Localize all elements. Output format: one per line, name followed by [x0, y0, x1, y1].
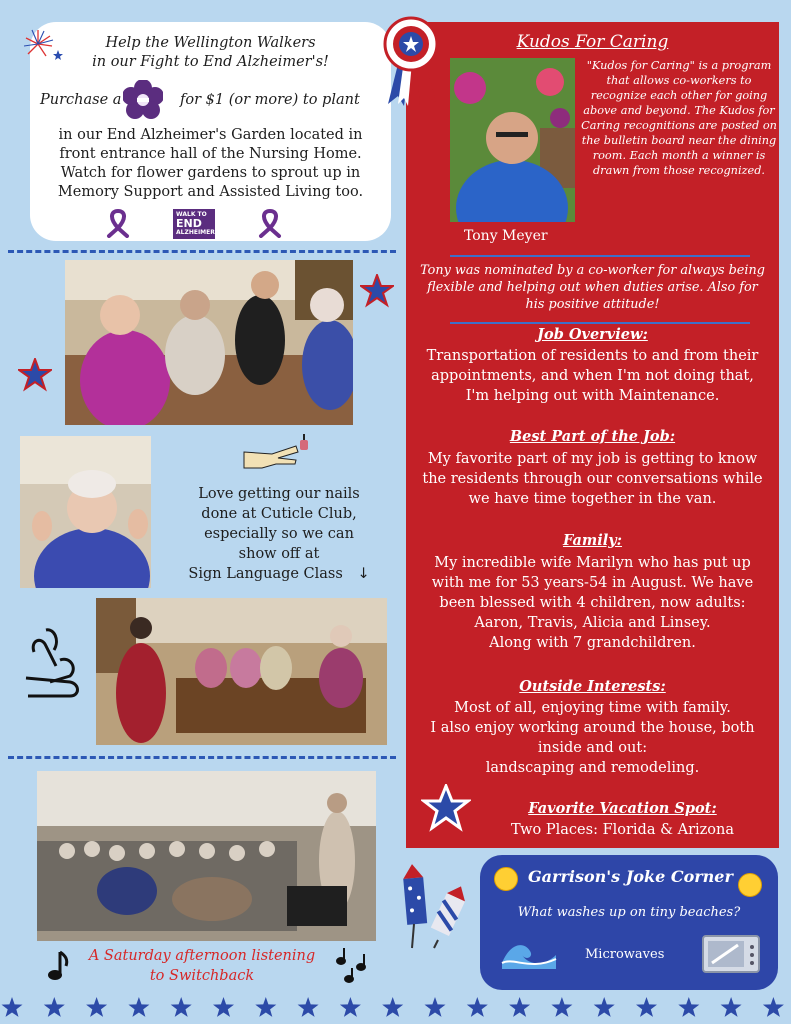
- switchback-concert-photo: [37, 771, 376, 941]
- cuticle-caption-line: done at Cuticle Club,: [201, 506, 357, 522]
- card-line-1: Help the Wellington Walkers: [105, 35, 316, 51]
- border-star-icon: [255, 997, 276, 1017]
- border-star-icon: [298, 997, 319, 1017]
- dashed-divider: [8, 756, 396, 759]
- sign-language-hands-icon: [20, 626, 88, 702]
- kudos-description: "Kudos for Caring" is a program that allows co-workers to recognize each other for going above and beyond. The Kudos for Caring recognitions are posted on the bulletin board near the dining room. Each month a winner is drawn from those recognized.: [581, 59, 777, 177]
- best-part-heading: Best Part of the Job:: [509, 428, 676, 445]
- outside-interests-line: Most of all, enjoying time with family.: [454, 700, 731, 716]
- family-line: been blessed with 4 children, now adults:: [439, 595, 746, 611]
- outside-interests-line: I also enjoy working around the house, both: [430, 720, 755, 736]
- purple-ribbon-icon: [255, 208, 285, 238]
- cuticle-caption-line: Sign Language Class ↓: [188, 566, 370, 582]
- family-line: Aaron, Travis, Alicia and Linsey.: [474, 615, 711, 631]
- card-line-7: Memory Support and Assisted Living too.: [57, 184, 364, 200]
- best-part-line: My favorite part of my job is getting to know: [427, 451, 758, 467]
- border-star-icon: [213, 997, 234, 1017]
- laughing-emoji-icon: [494, 867, 518, 891]
- border-star-icon: [86, 997, 107, 1017]
- card-line-5: front entrance hall of the Nursing Home.: [59, 146, 362, 162]
- job-overview-line: I'm helping out with Maintenance.: [465, 388, 720, 404]
- nomination-text: Tony was nominated by a co-worker for always being flexible and helping out when duties arise. Also for his positive attitude!: [420, 263, 765, 312]
- border-star-icon: [467, 997, 488, 1017]
- star-icon: [18, 358, 52, 392]
- card-purchase-rest: for $1 (or more) to plant: [180, 92, 360, 108]
- job-overview-line: Transportation of residents to and from their: [426, 348, 759, 364]
- border-star-icon: [382, 997, 403, 1017]
- family-line: My incredible wife Marilyn who has put up: [434, 555, 751, 571]
- best-part-line: we have time together in the van.: [468, 491, 717, 507]
- joke-corner-title: Garrison's Joke Corner: [528, 867, 733, 886]
- sign-language-class-photo: [96, 598, 387, 745]
- vacation-heading: Favorite Vacation Spot:: [528, 800, 717, 817]
- joke-question: What washes up on tiny beaches?: [517, 905, 741, 920]
- nails-showcase-photo: [20, 436, 151, 588]
- cuticle-caption: [184, 484, 374, 584]
- family-heading: Family:: [562, 532, 623, 549]
- concert-caption-line: A Saturday afternoon listening: [88, 948, 316, 964]
- divider-line: [450, 322, 750, 324]
- border-star-icon: [721, 997, 742, 1017]
- kudos-for-caring-panel: [406, 22, 779, 848]
- firework-rockets-icon: [400, 860, 470, 950]
- vacation-line: Two Places: Florida & Arizona: [510, 822, 735, 838]
- kudos-title: Kudos For Caring: [516, 32, 669, 52]
- wave-icon: [500, 937, 558, 971]
- walk-to-end-alzheimers-logo: WALK TO END ALZHEIMER'S: [173, 209, 215, 239]
- alzheimers-fundraiser-card: [30, 22, 391, 241]
- border-star-icon: [2, 997, 23, 1017]
- job-overview-heading: Job Overview:: [537, 326, 648, 343]
- bottom-star-border: [0, 994, 791, 1020]
- outside-interests-heading: Outside Interests:: [519, 678, 666, 695]
- border-star-icon: [594, 997, 615, 1017]
- flower-badge-icon: [123, 80, 163, 120]
- cuticle-caption-line: show off at: [238, 546, 320, 562]
- card-line-4: in our End Alzheimer's Garden located in: [58, 127, 363, 143]
- microwave-icon: [702, 935, 760, 973]
- family-line: with me for 53 years-54 in August. We have: [431, 575, 754, 591]
- card-purchase-a: Purchase a: [40, 92, 122, 108]
- tony-meyer-photo: [450, 58, 575, 222]
- concert-caption: [78, 946, 326, 986]
- border-star-icon: [678, 997, 699, 1017]
- rosette-ribbon-icon: [380, 16, 442, 108]
- border-star-icon: [636, 997, 657, 1017]
- cuticle-caption-line: especially so we can: [204, 526, 354, 542]
- dashed-divider: [8, 250, 396, 253]
- honoree-name: Tony Meyer: [464, 228, 548, 244]
- outside-interests-line: landscaping and remodeling.: [485, 760, 700, 776]
- laughing-emoji-icon: [738, 873, 762, 897]
- purple-ribbon-icon: [103, 208, 133, 238]
- card-line-6: Watch for flower gardens to sprout up in: [60, 165, 361, 181]
- job-overview-line: appointments, and when I'm not doing that,: [431, 368, 754, 384]
- down-arrow-icon: ↓: [357, 566, 370, 582]
- joke-corner-box: [480, 855, 778, 990]
- border-star-icon: [551, 997, 572, 1017]
- divider-line: [450, 255, 750, 257]
- star-icon: [421, 784, 471, 832]
- outside-interests-line: inside and out:: [537, 740, 648, 756]
- border-star-icon: [44, 997, 65, 1017]
- music-note-icon: [44, 950, 70, 982]
- border-star-icon: [425, 997, 446, 1017]
- nail-polish-hand-icon: [242, 432, 310, 476]
- joke-answer: Microwaves: [585, 947, 665, 962]
- border-star-icon: [171, 997, 192, 1017]
- card-line-2: in our Fight to End Alzheimer's!: [92, 54, 329, 70]
- border-star-icon: [128, 997, 149, 1017]
- border-star-icon: [509, 997, 530, 1017]
- cuticle-club-photo: [65, 260, 353, 425]
- border-star-icon: [763, 997, 784, 1017]
- concert-caption-line: to Switchback: [149, 968, 255, 984]
- cuticle-caption-line: Love getting our nails: [198, 486, 360, 502]
- family-line: Along with 7 grandchildren.: [489, 635, 696, 651]
- best-part-line: the residents through our conversations while: [422, 471, 763, 487]
- border-star-icon: [340, 997, 361, 1017]
- star-icon: [360, 274, 394, 308]
- music-note-icon: [336, 944, 372, 984]
